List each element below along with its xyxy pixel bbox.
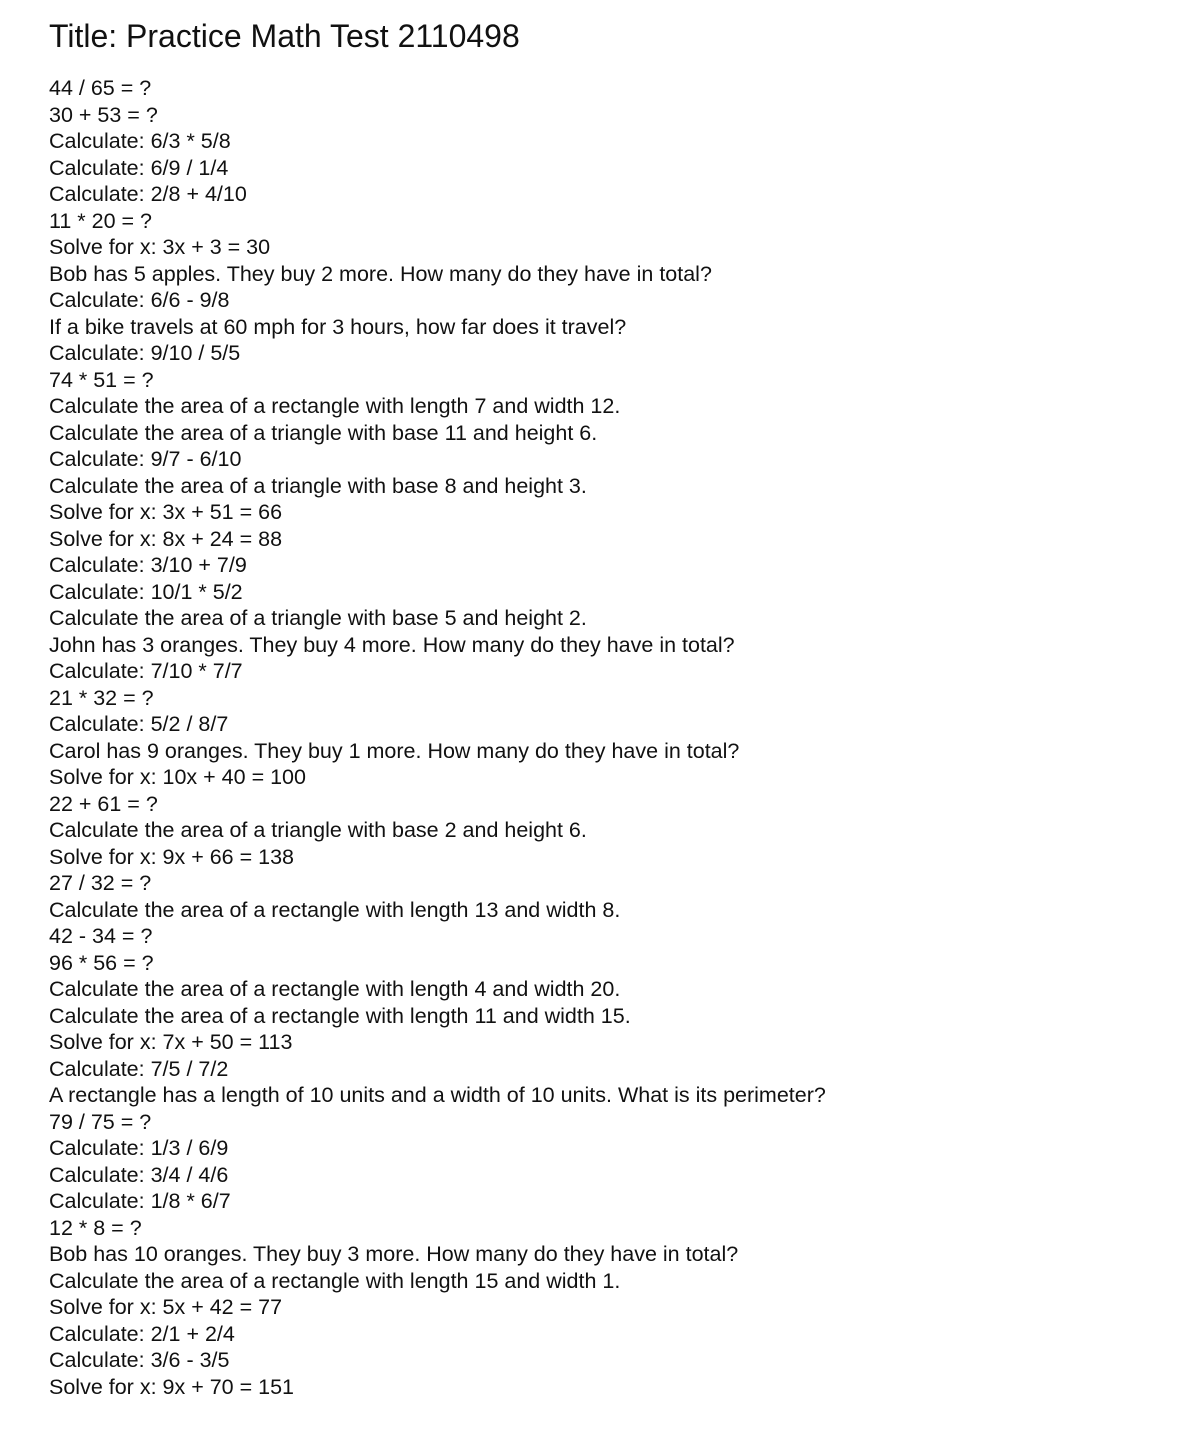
problem-item: 79 / 75 = ? (49, 1109, 152, 1134)
problem-item: Calculate the area of a rectangle with length 11 and width 15. (49, 1003, 631, 1028)
problem-item: Calculate: 3/10 + 7/9 (49, 553, 247, 577)
problem-item: Calculate: 6/6 - 9/8 (49, 288, 230, 312)
problem-item: 30 + 53 = ? (49, 102, 158, 127)
problem-item: Calculate the area of a rectangle with length 4 and width 20. (49, 977, 621, 1001)
problem-item: Solve for x: 9x + 66 = 138 (49, 844, 295, 869)
problem-item: Calculate the area of a triangle with base 11 and height 6. (49, 420, 598, 445)
problem-item: Calculate: 5/2 / 8/7 (49, 712, 229, 736)
problem-item: Solve for x: 3x + 51 = 66 (49, 500, 283, 524)
problem-item: Calculate: 3/6 - 3/5 (49, 1348, 230, 1372)
problem-item: Calculate: 6/3 * 5/8 (49, 129, 231, 153)
problem-item: Calculate: 2/8 + 4/10 (49, 182, 247, 206)
problem-item: Calculate the area of a triangle with base 8 and height 3. (49, 473, 587, 498)
problem-item: Calculate the area of a triangle with base 5 and height 2. (49, 606, 587, 630)
problem-item: Calculate the area of a triangle with base 2 and height 6. (49, 818, 587, 842)
problem-item: Calculate: 7/5 / 7/2 (49, 1056, 229, 1081)
problem-item: Calculate the area of a rectangle with length 13 and width 8. (49, 897, 621, 922)
problem-item: 74 * 51 = ? (49, 367, 154, 392)
problem-item: Solve for x: 7x + 50 = 113 (49, 1030, 293, 1054)
problem-item: Carol has 9 oranges. They buy 1 more. How many do they have in total? (49, 738, 740, 763)
problem-item: 96 * 56 = ? (49, 950, 154, 975)
problem-item: Solve for x: 3x + 3 = 30 (49, 235, 271, 259)
problem-item: Calculate: 3/4 / 4/6 (49, 1162, 229, 1187)
problem-item: Calculate: 7/10 * 7/7 (49, 659, 243, 683)
problem-item: Solve for x: 8x + 24 = 88 (49, 526, 283, 551)
problem-item: Calculate: 9/10 / 5/5 (49, 341, 241, 365)
problem-item: Calculate: 9/7 - 6/10 (49, 447, 242, 471)
problem-item: Calculate: 2/1 + 2/4 (49, 1321, 235, 1346)
problem-item: Calculate the area of a rectangle with length 15 and width 1. (49, 1268, 621, 1293)
problem-item: Calculate the area of a rectangle with length 7 and width 12. (49, 394, 621, 418)
problem-item: Solve for x: 10x + 40 = 100 (49, 765, 306, 789)
problem-item: 11 * 20 = ? (49, 208, 153, 233)
document-title: Title: Practice Math Test 2110498 (49, 18, 520, 54)
problem-item: Solve for x: 5x + 42 = 77 (49, 1295, 283, 1319)
problem-item: Calculate: 6/9 / 1/4 (49, 155, 229, 180)
problem-item: 27 / 32 = ? (49, 871, 152, 895)
problem-item: 12 * 8 = ? (49, 1215, 142, 1240)
problem-item: Bob has 5 apples. They buy 2 more. How many do they have in total? (49, 261, 712, 286)
document-page (49, 16, 1169, 1400)
problem-item: Calculate: 1/3 / 6/9 (49, 1136, 229, 1160)
problem-list (49, 75, 1169, 1400)
problem-item: 42 - 34 = ? (49, 924, 153, 948)
problem-item: 22 + 61 = ? (49, 791, 158, 816)
problem-item: 21 * 32 = ? (49, 685, 154, 710)
problem-item: If a bike travels at 60 mph for 3 hours, how far does it travel? (49, 314, 627, 339)
problem-item: Solve for x: 9x + 70 = 151 (49, 1374, 295, 1399)
problem-item: Calculate: 1/8 * 6/7 (49, 1189, 231, 1213)
problem-item: John has 3 oranges. They buy 4 more. How many do they have in total? (49, 632, 735, 657)
problem-item: Calculate: 10/1 * 5/2 (49, 579, 243, 604)
problem-item: 44 / 65 = ? (49, 76, 152, 100)
problem-item: Bob has 10 oranges. They buy 3 more. How many do they have in total? (49, 1242, 739, 1266)
problem-item: A rectangle has a length of 10 units and a width of 10 units. What is its perimeter? (49, 1083, 826, 1107)
